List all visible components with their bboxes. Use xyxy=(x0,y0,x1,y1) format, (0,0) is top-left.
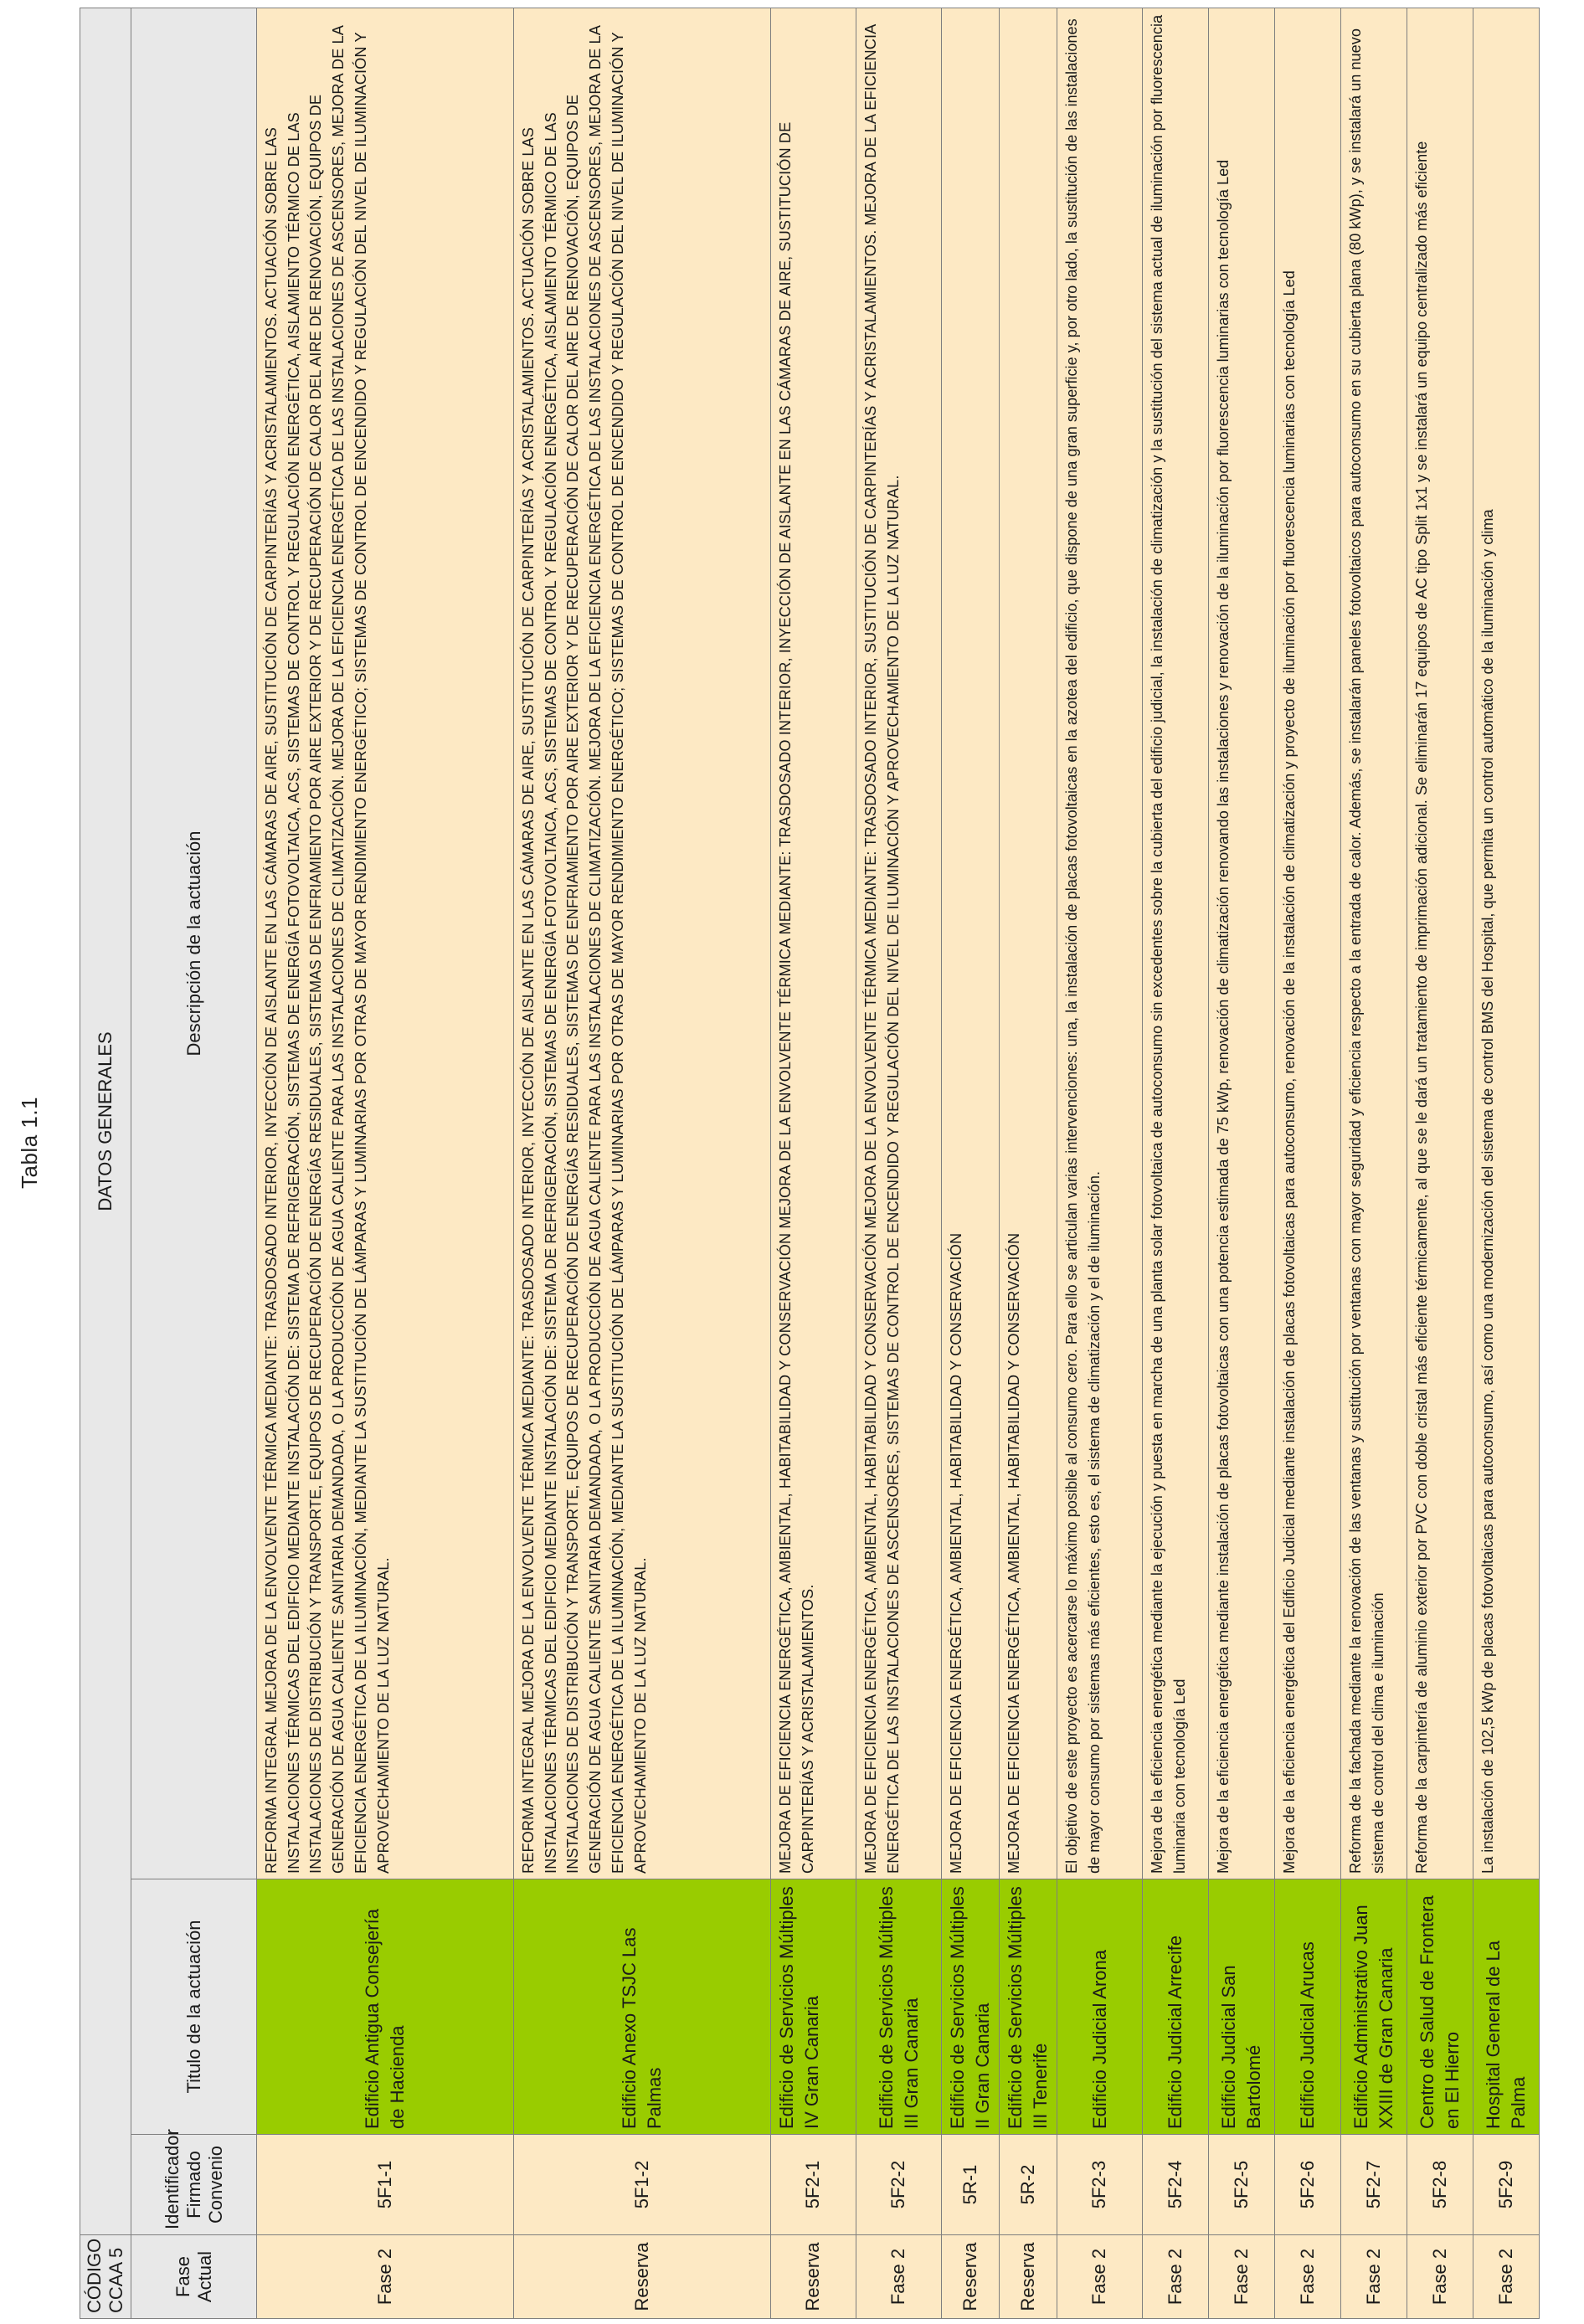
fase-cell: Reserva xyxy=(1000,2235,1057,2319)
titulo-cell: Edificio Anexo TSJC Las Palmas xyxy=(514,1879,771,2135)
table-row xyxy=(1209,8,1275,2318)
identificador-cell: 5R-1 xyxy=(942,2135,1000,2235)
table-row xyxy=(1407,8,1473,2318)
table-row xyxy=(1143,8,1209,2318)
titulo-cell: Edificio Antigua Consejería de Hacienda xyxy=(257,1879,514,2135)
identificador-cell: 5F2-2 xyxy=(856,2135,942,2235)
rotated-table-container xyxy=(80,8,1578,2319)
fase-cell: Fase 2 xyxy=(1209,2235,1275,2319)
table-body xyxy=(257,8,1540,2318)
document-title: Tabla 1.1 xyxy=(17,1096,42,1189)
table-row xyxy=(1275,8,1341,2318)
identificador-cell: 5F2-9 xyxy=(1473,2135,1540,2235)
fase-cell: Fase 2 xyxy=(1275,2235,1341,2319)
titulo-cell: Edificio Judicial Arrecife xyxy=(1143,1879,1209,2135)
titulo-cell: Edificio Judicial Arona xyxy=(1057,1879,1143,2135)
titulo-cell: Edificio de Servicios Múltiples IV Gran Canaria xyxy=(771,1879,856,2135)
fase-cell: Reserva xyxy=(514,2235,771,2319)
descripcion-cell: REFORMA INTEGRAL MEJORA DE LA ENVOLVENTE TÉRMICA MEDIANTE: TRASDOSADO INTERIOR, INYECCIÓN DE AISLANTE EN LAS CÁMARAS DE AIRE, SUSTITUCIÓN DE CARPINTERÍAS Y ACRISTALAMIENTOS. ACTUACIÓN SOBRE LAS INSTALACIONES TÉRMICAS DEL EDIFICIO MEDIANTE INSTALACIÓN DE: SISTEMA DE REFRIGERACIÓN, SISTEMAS DE ENERGÍA FOTOVOLTAICA, ACS, SISTEMAS DE CONTROL Y REGULACIÓN ENERGÉTICA, AISLAMIENTO TÉRMICO DE LAS INSTALACIONES DE DISTRIBUCIÓN Y TRANSPORTE, EQUIPOS DE RECUPERACIÓN DE ENERGÍAS RESIDUALES, SISTEMAS DE ENFRIAMIENTO POR AIRE EXTERIOR Y DE RECUPERACIÓN DE CALOR DEL AIRE DE RENOVACIÓN, EQUIPOS DE GENERACIÓN DE AGUA CALIENTE SANITARIA DEMANDADA, O LA PRODUCCIÓN DE AGUA CALIENTE PARA LAS INSTALACIONES DE CLIMATIZACIÓN. MEJORA DE LA EFICIENCIA ENERGÉTICA DE LAS INSTALACIONES DE ASCENSORES, MEJORA DE LA EFICIENCIA ENERGÉTICA DE LA ILUMINACIÓN, MEDIANTE LA SUSTITUCIÓN DE LÁMPARAS Y LUMINARIAS POR OTRAS DE MAYOR RENDIMIENTO ENERGÉTICO; SISTEMAS DE CONTROL DE ENCENDIDO Y REGULACIÓN DEL NIVEL DE ILUMINACIÓN Y APROVECHAMIENTO DE LA LUZ NATURAL. xyxy=(257,8,514,1879)
descripcion-cell: Reforma de la carpintería de aluminio exterior por PVC con doble cristal más eficiente térmicamente, al que se le dará un tratamiento de imprimación adicional. Se eliminarán 17 equipos de AC tipo Split 1x1 y se instalará un equipo centralizado más eficiente xyxy=(1407,8,1473,1879)
fase-cell: Fase 2 xyxy=(1057,2235,1143,2319)
fase-cell: Fase 2 xyxy=(856,2235,942,2319)
descripcion-cell: MEJORA DE EFICIENCIA ENERGÉTICA, AMBIENTAL, HABITABILIDAD Y CONSERVACIÓN MEJORA DE LA ENVOLVENTE TÉRMICA MEDIANTE: TRASDOSADO INTERIOR, INYECCIÓN DE AISLANTE EN LAS CÁMARAS DE AIRE, SUSTITUCIÓN DE CARPINTERÍAS Y ACRISTALAMIENTOS. xyxy=(771,8,856,1879)
actuaciones-table xyxy=(80,8,1540,2319)
fase-cell: Reserva xyxy=(771,2235,856,2319)
table-row xyxy=(514,8,771,2318)
table-row xyxy=(1000,8,1057,2318)
table-row xyxy=(1341,8,1407,2318)
descripcion-header: Descripción de la actuación xyxy=(131,8,257,1879)
titulo-cell: Hospital General de La Palma xyxy=(1473,1879,1540,2135)
identificador-cell: 5F1-2 xyxy=(514,2135,771,2235)
table-row xyxy=(1473,8,1540,2318)
identificador-cell: 5F2-1 xyxy=(771,2135,856,2235)
fase-actual-header: Fase Actual xyxy=(131,2235,257,2319)
identificador-cell: 5F2-5 xyxy=(1209,2135,1275,2235)
table-row xyxy=(1057,8,1143,2318)
fase-cell: Fase 2 xyxy=(1341,2235,1407,2319)
descripcion-cell: La instalación de 102,5 kWp de placas fotovoltaicas para autoconsumo, así como una modernización del sistema de control BMS del Hospital, que permita un control automático de la iluminación y clima xyxy=(1473,8,1540,1879)
titulo-cell: Edificio de Servicios Múltiples III Tenerife xyxy=(1000,1879,1057,2135)
titulo-cell: Edificio de Servicios Múltiples II Gran Canaria xyxy=(942,1879,1000,2135)
descripcion-cell: Mejora de la eficiencia energética del Edificio Judicial mediante instalación de placas fotovoltaicas para autoconsumo, renovación de la instalación de climatización y proyecto de iluminación por fluorescencia luminarias con tecnología Led xyxy=(1275,8,1341,1879)
identificador-cell: 5F2-8 xyxy=(1407,2135,1473,2235)
identificador-cell: 5F2-3 xyxy=(1057,2135,1143,2235)
identificador-cell: 5R-2 xyxy=(1000,2135,1057,2235)
titulo-header: Titulo de la actuación xyxy=(131,1879,257,2135)
titulo-cell: Edificio de Servicios Múltiples III Gran Canaria xyxy=(856,1879,942,2135)
titulo-cell: Edificio Judicial San Bartolomé xyxy=(1209,1879,1275,2135)
datos-generales-header: DATOS GENERALES xyxy=(80,8,131,2234)
table-row xyxy=(856,8,942,2318)
fase-cell: Fase 2 xyxy=(1143,2235,1209,2319)
descripcion-cell: MEJORA DE EFICIENCIA ENERGÉTICA, AMBIENTAL, HABITABILIDAD Y CONSERVACIÓN xyxy=(942,8,1000,1879)
identificador-cell: 5F2-7 xyxy=(1341,2135,1407,2235)
descripcion-cell: Mejora de la eficiencia energética mediante instalación de placas fotovoltaicas con una potencia estimada de 75 kWp, renovación de climatización renovando las instalaciones y renovación de la iluminación por fluorescencia luminarias con tecnología Led xyxy=(1209,8,1275,1879)
descripcion-cell: Mejora de la eficiencia energética mediante la ejecución y puesta en marcha de una planta solar fotovoltaica de autoconsumo sin excedentes sobre la cubierta del edificio judicial, la instalación de climatización y la sustitución del sistema actual de iluminación por fluorescencia luminaria con tecnología Led xyxy=(1143,8,1209,1879)
descripcion-cell: MEJORA DE EFICIENCIA ENERGÉTICA, AMBIENTAL, HABITABILIDAD Y CONSERVACIÓN xyxy=(1000,8,1057,1879)
titulo-cell: Edificio Judicial Arucas xyxy=(1275,1879,1341,2135)
identificador-header: Identificador Firmado Convenio xyxy=(131,2135,257,2235)
fase-cell: Reserva xyxy=(942,2235,1000,2319)
identificador-cell: 5F2-4 xyxy=(1143,2135,1209,2235)
fase-cell: Fase 2 xyxy=(1407,2235,1473,2319)
descripcion-cell: El objetivo de este proyecto es acercarse lo máximo posible al consumo cero. Para ello se articulan varias intervenciones: una, la instalación de placas fotovoltaicas en la azotea del edificio, que dispone de una gran superficie y, por otro lado, la sustitución de las instalaciones de mayor consumo por sistemas más eficientes, esto es, el sistema de climatización y el de iluminación. xyxy=(1057,8,1143,1879)
identificador-cell: 5F2-6 xyxy=(1275,2135,1341,2235)
codigo-header: CÓDIGO CCAA 5 xyxy=(80,2235,131,2319)
fase-cell: Fase 2 xyxy=(1473,2235,1540,2319)
table-row xyxy=(257,8,514,2318)
descripcion-cell: Reforma de la fachada mediante la renovación de las ventanas y sustitución por ventanas con mayor seguridad y eficiencia respecto a la entrada de calor. Además, se instalarán paneles fotovoltaicos para autoconsumo en su cubierta plana (80 kWp), y se instalará un nuevo sistema de control del clima e iluminación xyxy=(1341,8,1407,1879)
identificador-cell: 5F1-1 xyxy=(257,2135,514,2235)
descripcion-cell: MEJORA DE EFICIENCIA ENERGÉTICA, AMBIENTAL, HABITABILIDAD Y CONSERVACIÓN MEJORA DE LA ENVOLVENTE TÉRMICA MEDIANTE: TRASDOSADO INTERIOR, SUSTITUCIÓN DE CARPINTERÍAS Y ACRISTALAMIENTOS. MEJORA DE LA EFICIENCIA ENERGÉTICA DE LAS INSTALACIONES DE ASCENSORES, SISTEMAS DE CONTROL DE ENCENDIDO Y REGULACIÓN DEL NIVEL DE ILUMINACIÓN Y APROVECHAMIENTO DE LA LUZ NATURAL. xyxy=(856,8,942,1879)
descripcion-cell: REFORMA INTEGRAL MEJORA DE LA ENVOLVENTE TÉRMICA MEDIANTE: TRASDOSADO INTERIOR, INYECCIÓN DE AISLANTE EN LAS CÁMARAS DE AIRE, SUSTITUCIÓN DE CARPINTERÍAS Y ACRISTALAMIENTOS. ACTUACIÓN SOBRE LAS INSTALACIONES TÉRMICAS DEL EDIFICIO MEDIANTE INSTALACIÓN DE: SISTEMA DE REFRIGERACIÓN, SISTEMAS DE ENERGÍA FOTOVOLTAICA, ACS, SISTEMAS DE CONTROL Y REGULACIÓN ENERGÉTICA, AISLAMIENTO TÉRMICO DE LAS INSTALACIONES DE DISTRIBUCIÓN Y TRANSPORTE, EQUIPOS DE RECUPERACIÓN DE ENERGÍAS RESIDUALES, SISTEMAS DE ENFRIAMIENTO POR AIRE EXTERIOR Y DE RECUPERACIÓN DE CALOR DEL AIRE DE RENOVACIÓN, EQUIPOS DE GENERACIÓN DE AGUA CALIENTE SANITARIA DEMANDADA, O LA PRODUCCIÓN DE AGUA CALIENTE PARA LAS INSTALACIONES DE CLIMATIZACIÓN. MEJORA DE LA EFICIENCIA ENERGÉTICA DE LAS INSTALACIONES DE ASCENSORES, MEJORA DE LA EFICIENCIA ENERGÉTICA DE LA ILUMINACIÓN, MEDIANTE LA SUSTITUCIÓN DE LÁMPARAS Y LUMINARIAS POR OTRAS DE MAYOR RENDIMIENTO ENERGÉTICO; SISTEMAS DE CONTROL DE ENCENDIDO Y REGULACIÓN DEL NIVEL DE ILUMINACIÓN Y APROVECHAMIENTO DE LA LUZ NATURAL. xyxy=(514,8,771,1879)
titulo-cell: Centro de Salud de Frontera en El Hierro xyxy=(1407,1879,1473,2135)
table-row xyxy=(771,8,856,2318)
table-row xyxy=(942,8,1000,2318)
fase-cell: Fase 2 xyxy=(257,2235,514,2319)
titulo-cell: Edificio Administrativo Juan XXIII de Gran Canaria xyxy=(1341,1879,1407,2135)
